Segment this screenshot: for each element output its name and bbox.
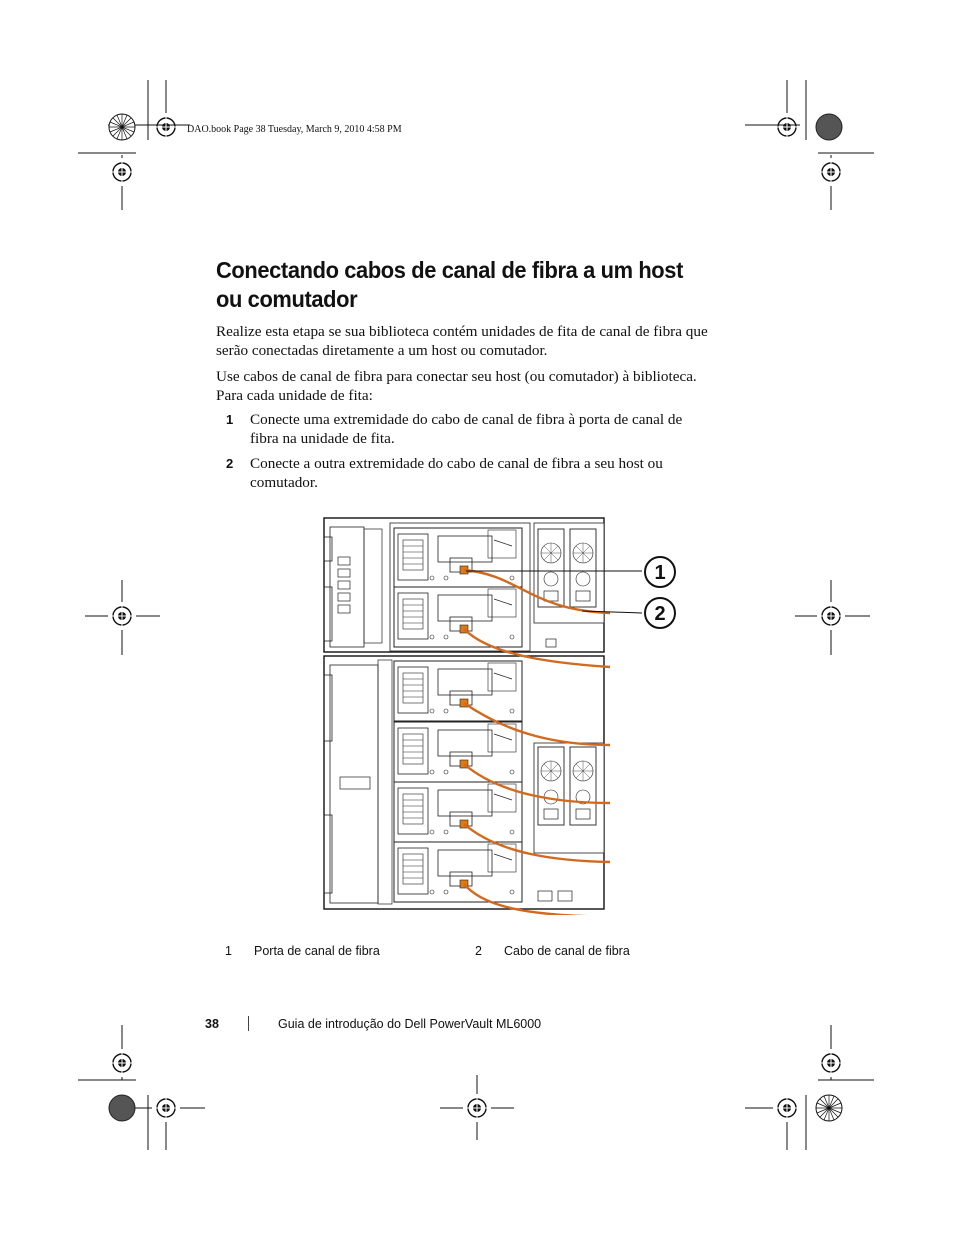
page-number: 38 bbox=[205, 1017, 219, 1031]
step-text: Conecte a outra extremidade do cabo de canal de fibra a seu host ou comutador. bbox=[250, 455, 663, 491]
page-title: Conectando cabos de canal de fibra a um host ou comutador bbox=[216, 257, 683, 312]
legend-label-2: Cabo de canal de fibra bbox=[504, 944, 630, 958]
legend-label-1: Porta de canal de fibra bbox=[254, 944, 380, 958]
step-number: 2 bbox=[226, 456, 234, 471]
slug-line: DAO.book Page 38 Tuesday, March 9, 2010 4:58 PM bbox=[187, 124, 402, 135]
footer-text: Guia de introdução do Dell PowerVault ML6000 bbox=[278, 1017, 542, 1031]
step-number: 1 bbox=[226, 412, 234, 427]
legend-num-1: 1 bbox=[225, 944, 232, 958]
callout-1-label: 1 bbox=[654, 562, 666, 584]
step-text: Conecte uma extremidade do cabo de canal de fibra à porta de canal de fibra na unidade de fita. bbox=[250, 411, 683, 447]
callout-1 bbox=[643, 555, 677, 589]
callout-2 bbox=[643, 596, 677, 630]
legend-num-2: 2 bbox=[475, 944, 482, 958]
paragraph-intro: Realize esta etapa se sua biblioteca contém unidades de fita de canal de fibra que serão conectadas diretamente a um host ou comutador. bbox=[216, 323, 708, 359]
library-illustration bbox=[320, 515, 680, 915]
callout-2-label: 2 bbox=[654, 603, 666, 625]
footer-divider bbox=[248, 1016, 249, 1031]
paragraph-instructions: Use cabos de canal de fibra para conectar seu host (ou comutador) à biblioteca. Para cada unidade de fita: bbox=[216, 368, 697, 404]
